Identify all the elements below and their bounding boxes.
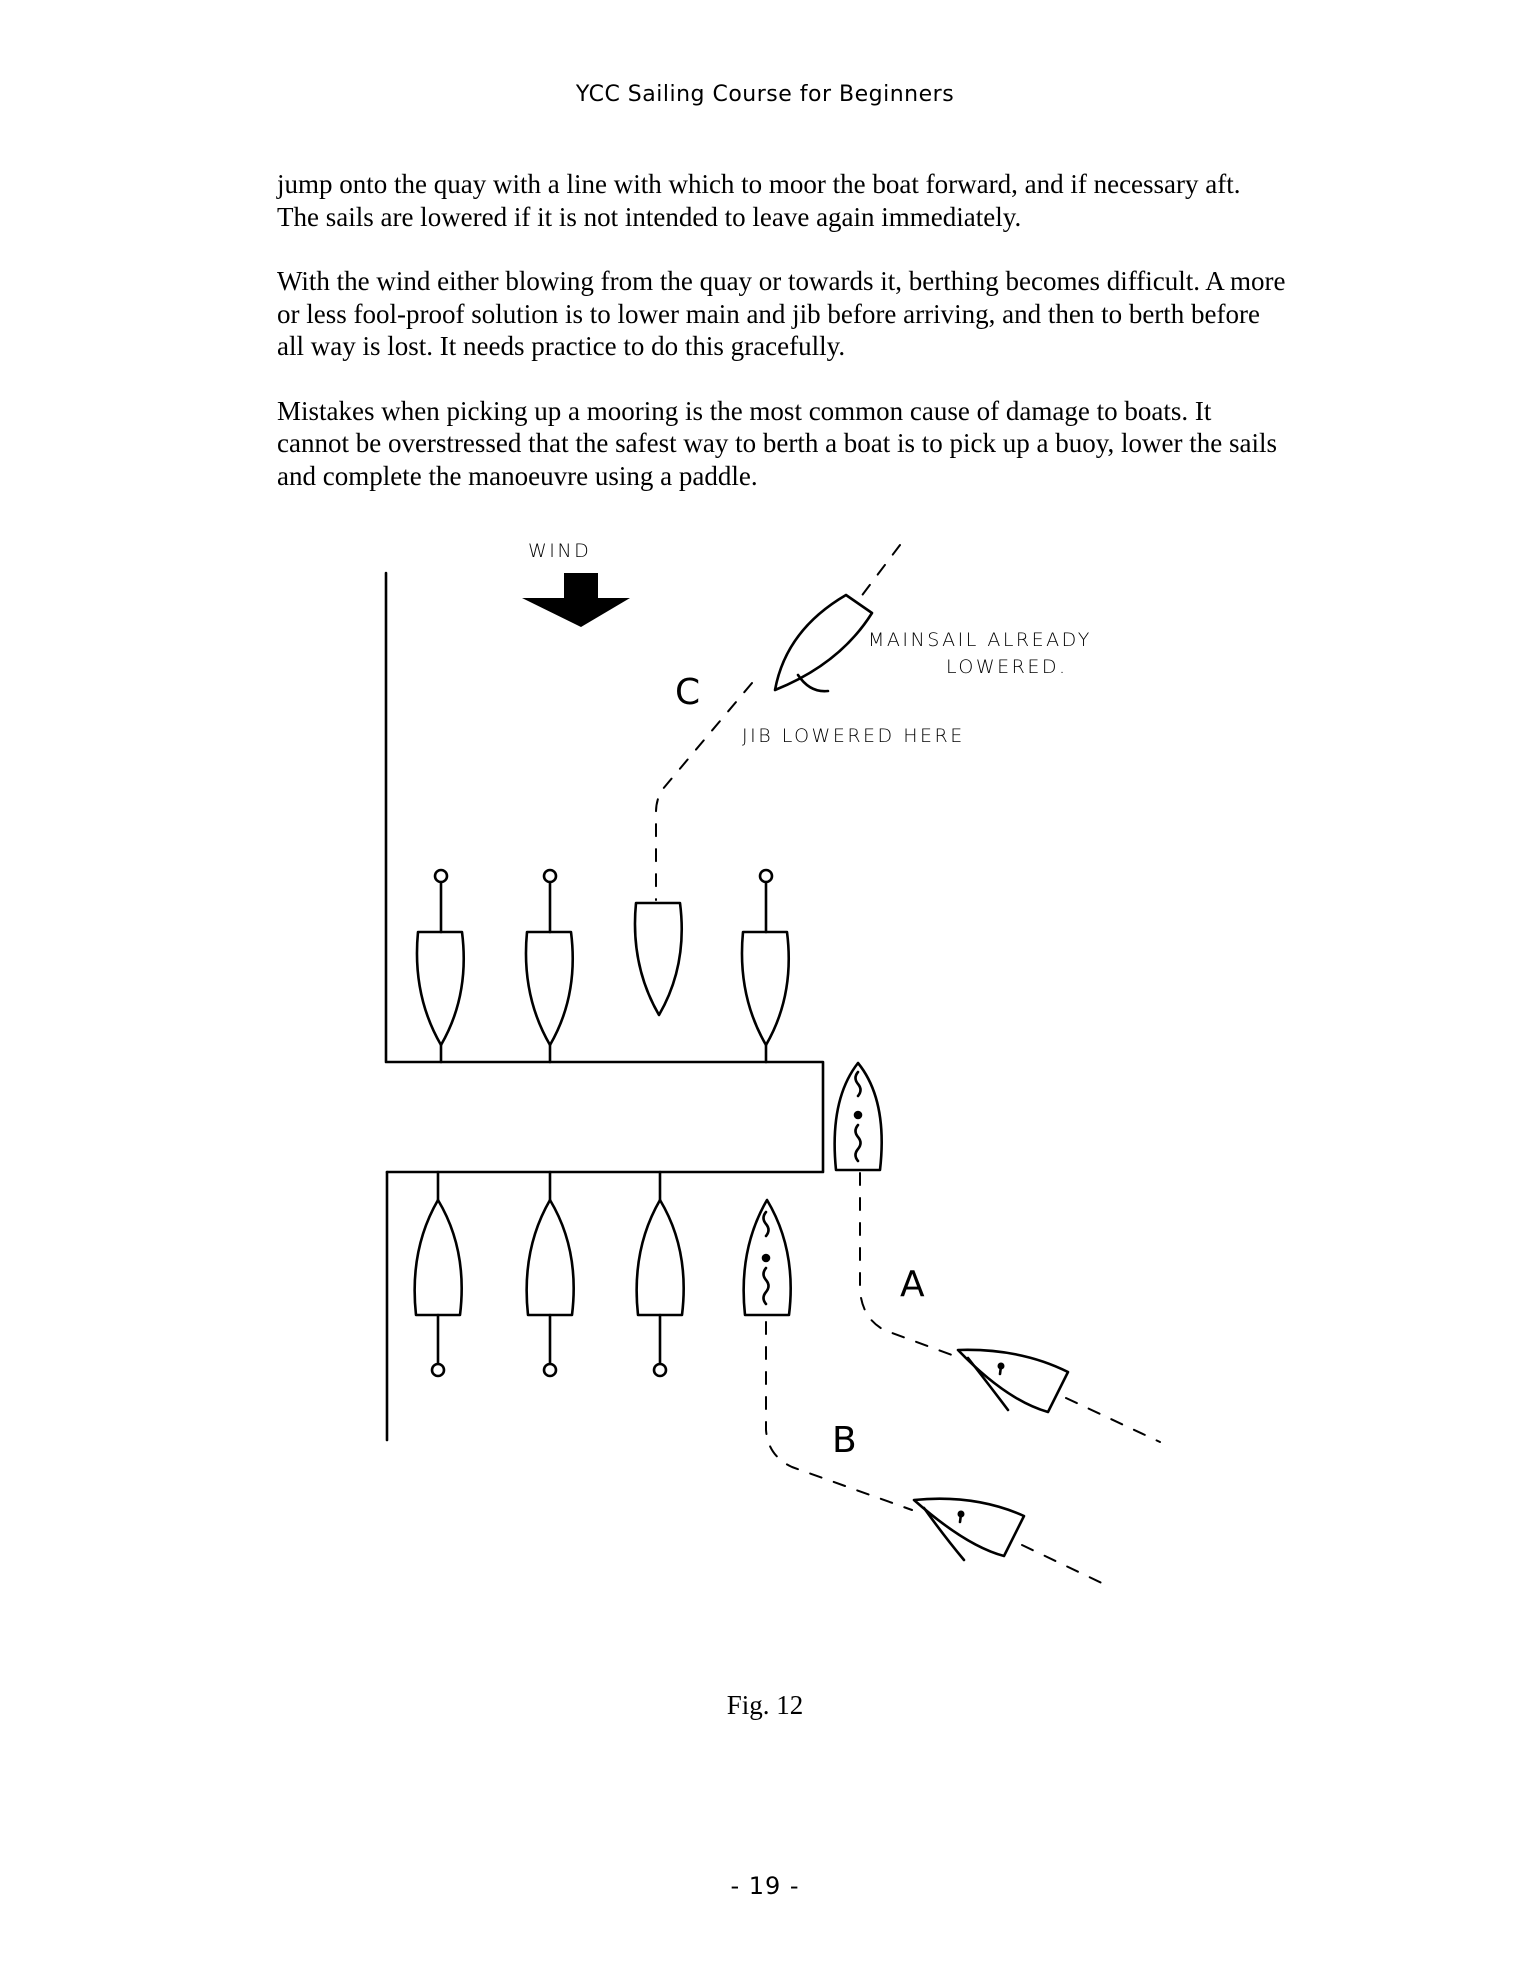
mainsail-label-line1: MAINSAIL ALREADY xyxy=(868,629,1092,651)
body-text xyxy=(277,168,1287,524)
course-c xyxy=(656,545,900,900)
route-b-label: B xyxy=(832,1420,857,1461)
wind-arrow-icon xyxy=(522,573,630,627)
route-a-label: A xyxy=(900,1264,925,1305)
boat-c-sailing xyxy=(775,595,872,691)
paragraph-2: With the wind either blowing from the quay or towards it, berthing becomes difficult. A more or less fool-proof solution is to lower main and jib before arriving, and then to berth before all way is lost. It needs practice to do this gracefully. xyxy=(277,266,1286,361)
moored-boat-lower-1 xyxy=(415,1172,462,1376)
route-c-label: C xyxy=(675,672,701,713)
moored-boat-upper-3 xyxy=(742,870,789,1062)
course-b xyxy=(766,1322,912,1510)
moored-boat-lower-3 xyxy=(637,1172,684,1376)
page-header: YCC Sailing Course for Beginners xyxy=(575,82,955,107)
course-a-exit xyxy=(1066,1398,1160,1442)
mainsail-label-line2: LOWERED. xyxy=(946,656,1068,678)
figure-caption: Fig. 12 xyxy=(726,1690,804,1720)
page-number: - 19 - xyxy=(730,1872,800,1900)
boat-b-berthed xyxy=(744,1200,791,1315)
moored-boat-upper-1 xyxy=(417,870,464,1062)
wind-label: WIND xyxy=(528,540,592,562)
moored-boat-upper-2 xyxy=(526,870,573,1062)
boat-b-sailing xyxy=(914,1499,1024,1560)
quay-wall-upper xyxy=(386,573,823,1172)
course-b-exit xyxy=(1022,1545,1108,1586)
boat-a-sailing xyxy=(958,1350,1068,1412)
course-a xyxy=(860,1173,960,1358)
paragraph-3: Mistakes when picking up a mooring is the most common cause of damage to boats. It cannot be overstressed that the safest way to berth a boat is to pick up a buoy, lower the sails and complete the manoeuvre using a paddle. xyxy=(277,395,1277,491)
jib-label: JIB LOWERED HERE xyxy=(742,725,965,747)
paragraph-1: jump onto the quay with a line with which to moor the boat forward, and if necessary aft. The sails are lowered if it is not intended to leave again immediately. xyxy=(277,169,1241,232)
boat-a-alongside xyxy=(835,1063,882,1170)
boat-c-approaching-berth xyxy=(635,903,682,1015)
moored-boat-lower-2 xyxy=(527,1172,574,1376)
